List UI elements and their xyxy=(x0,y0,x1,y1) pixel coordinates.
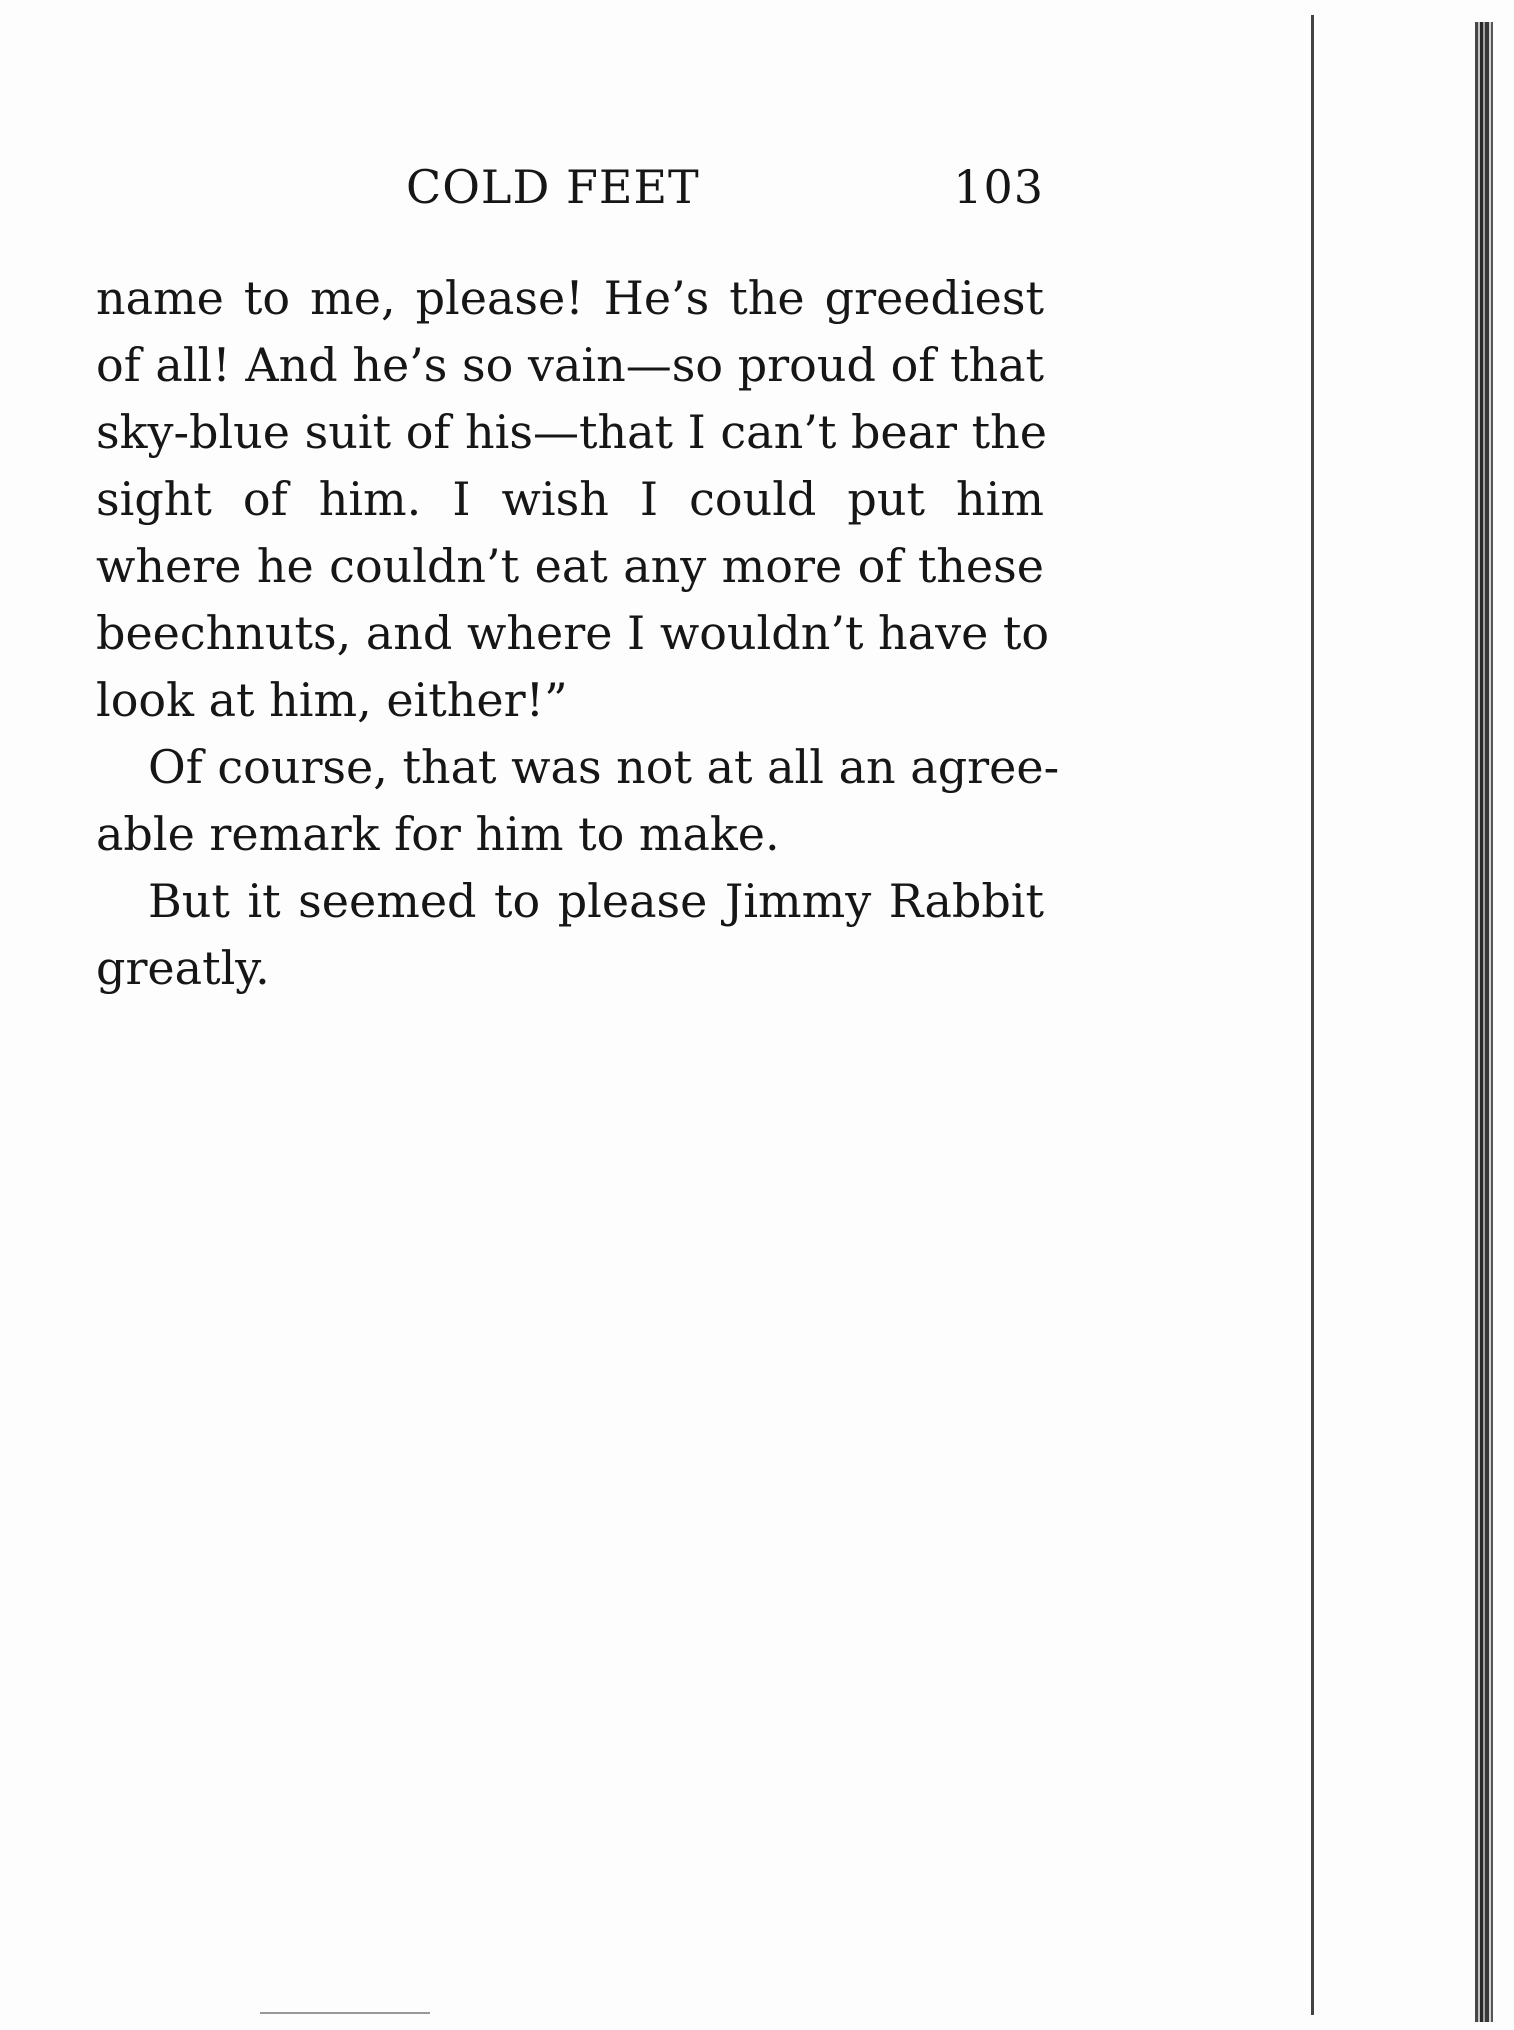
text-line: where he couldn’t eat any more of these xyxy=(96,539,1044,593)
chapter-title: COLD FEET xyxy=(406,160,700,214)
scan-mark xyxy=(260,2012,430,2014)
text-line: beechnuts, and where I wouldn’t have to xyxy=(96,606,1050,660)
text-line: of all! And he’s so vain—so proud of that xyxy=(96,338,1044,392)
text-line: able remark for him to make. xyxy=(96,807,780,861)
text-line: name to me, please! He’s the greediest xyxy=(96,271,1044,325)
text-line: sight of him. I wish I could put him xyxy=(96,472,1044,526)
book-binding-edge xyxy=(1475,22,1493,2022)
text-line: look at him, either!” xyxy=(96,673,568,727)
text-line: Of course, that was not at all an agree- xyxy=(148,740,1060,794)
page-edge-line xyxy=(1311,15,1314,2015)
text-line: greatly. xyxy=(96,941,270,995)
text-line: But it seemed to please Jimmy Rabbit xyxy=(148,874,1044,928)
page-number: 103 xyxy=(953,160,1044,214)
body-text xyxy=(96,265,1060,1002)
running-head xyxy=(96,160,1044,220)
text-line: sky-blue suit of his—that I can’t bear the xyxy=(96,405,1047,459)
